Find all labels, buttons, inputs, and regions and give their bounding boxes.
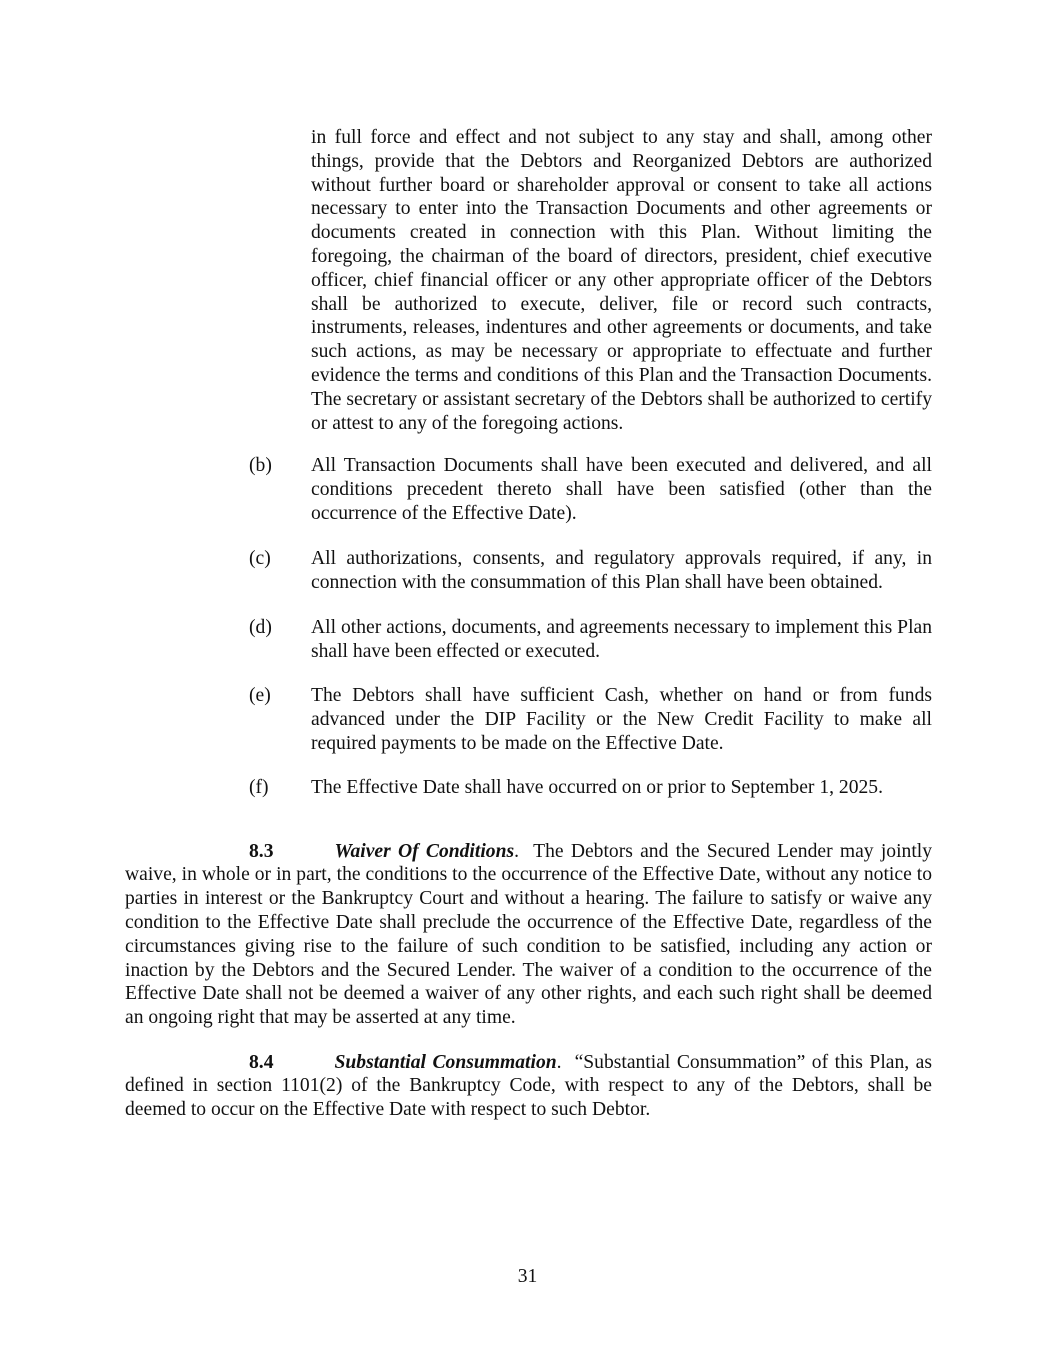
condition-label: (c) <box>249 548 271 569</box>
section-8-4: 8.4 Substantial Consummation. “Substantial Consummation” of this Plan, as defined in section 1101(2) of the Bankruptcy Code, with respect to any of the Debtors, shall be deemed to occur on the Effective Date with respect to such Debtor. <box>125 1051 932 1121</box>
page-number: 31 <box>517 1266 538 1287</box>
section-heading: Waiver Of Conditions <box>334 840 515 862</box>
condition-label: (d) <box>249 617 272 638</box>
condition-text: The Debtors shall have sufficient Cash, whether on hand or from funds advanced under the DIP Facility or the New Credit Facility to make all required payments to be made on the Effective Date. <box>311 685 932 754</box>
condition-label: (b) <box>249 455 272 476</box>
section-body: “Substantial Consummation” of this Plan, as defined in section 1101(2) of the Bankruptcy Code, with respect to any of the Debtors, shall be deemed to occur on the Effective Date with respect to such Debtor. <box>125 1051 932 1121</box>
section-number: 8.4 <box>249 1051 274 1073</box>
condition-text: All Transaction Documents shall have been executed and delivered, and all conditions precedent thereto shall have been satisfied (other than the occurrence of the Effective Date). <box>311 455 932 524</box>
section-8-3: 8.3 Waiver Of Conditions. The Debtors and the Secured Lender may jointly waive, in whole or in part, the conditions to the occurrence of the Effective Date, without any notice to parties in interest or the Bankruptcy Court and without a hearing. The failure to satisfy or waive any condition to the Effective Date shall preclude the occurrence of the Effective Date, regardless of the circumstances giving rise to the failure of such condition to be satisfied, including any action or inaction by the Debtors and the Secured Lender. The waiver of a condition to the occurrence of the Effective Date shall not be deemed a waiver of any other rights, and each such right shall be deemed an ongoing right that may be asserted at any time. <box>125 840 933 1029</box>
condition-label: (f) <box>249 777 269 798</box>
section-body: The Debtors and the Secured Lender may jointly waive, in whole or in part, the conditions to the occurrence of the Effective Date, without any notice to parties in interest or the Bankruptcy Court and without a hearing. The failure to satisfy or waive any condition to the Effective Date shall preclude the occurrence of the Effective Date, regardless of the circumstances giving rise to the failure of such condition to be satisfied, including any action or inaction by the Debtors and the Secured Lender. The waiver of a condition to the occurrence of the Effective Date shall not be deemed a waiver of any other rights, and each such right shall be deemed an ongoing right that may be asserted at any time. <box>125 840 933 1029</box>
condition-text: All other actions, documents, and agreements necessary to implement this Plan shall have been effected or executed. <box>311 617 932 662</box>
section-number: 8.3 <box>249 840 274 862</box>
condition-label: (e) <box>249 685 271 706</box>
condition-text: All authorizations, consents, and regulatory approvals required, if any, in connection with the consummation of this Plan shall have been obtained. <box>311 548 932 593</box>
continuation-paragraph: in full force and effect and not subject to any stay and shall, among other things, provide that the Debtors and Reorganized Debtors are authorized without further board or shareholder approval or consent to take all actions necessary to enter into the Transaction Documents and other agreements or documents created in connection with this Plan. Without limiting the foregoing, the chairman of the board of directors, president, chief executive officer, chief financial officer or any other appropriate officer of the Debtors shall be authorized to execute, deliver, file or record such contracts, instruments, releases, indentures and other agreements or documents, and take such actions, as may be necessary or appropriate to effectuate and further evidence the terms and conditions of this Plan and the Transaction Documents. The secretary or assistant secretary of the Debtors shall be authorized to certify or attest to any of the foregoing actions. <box>311 127 932 434</box>
condition-text: The Effective Date shall have occurred on or prior to September 1, 2025. <box>311 777 884 798</box>
section-heading: Substantial Consummation <box>334 1051 557 1073</box>
